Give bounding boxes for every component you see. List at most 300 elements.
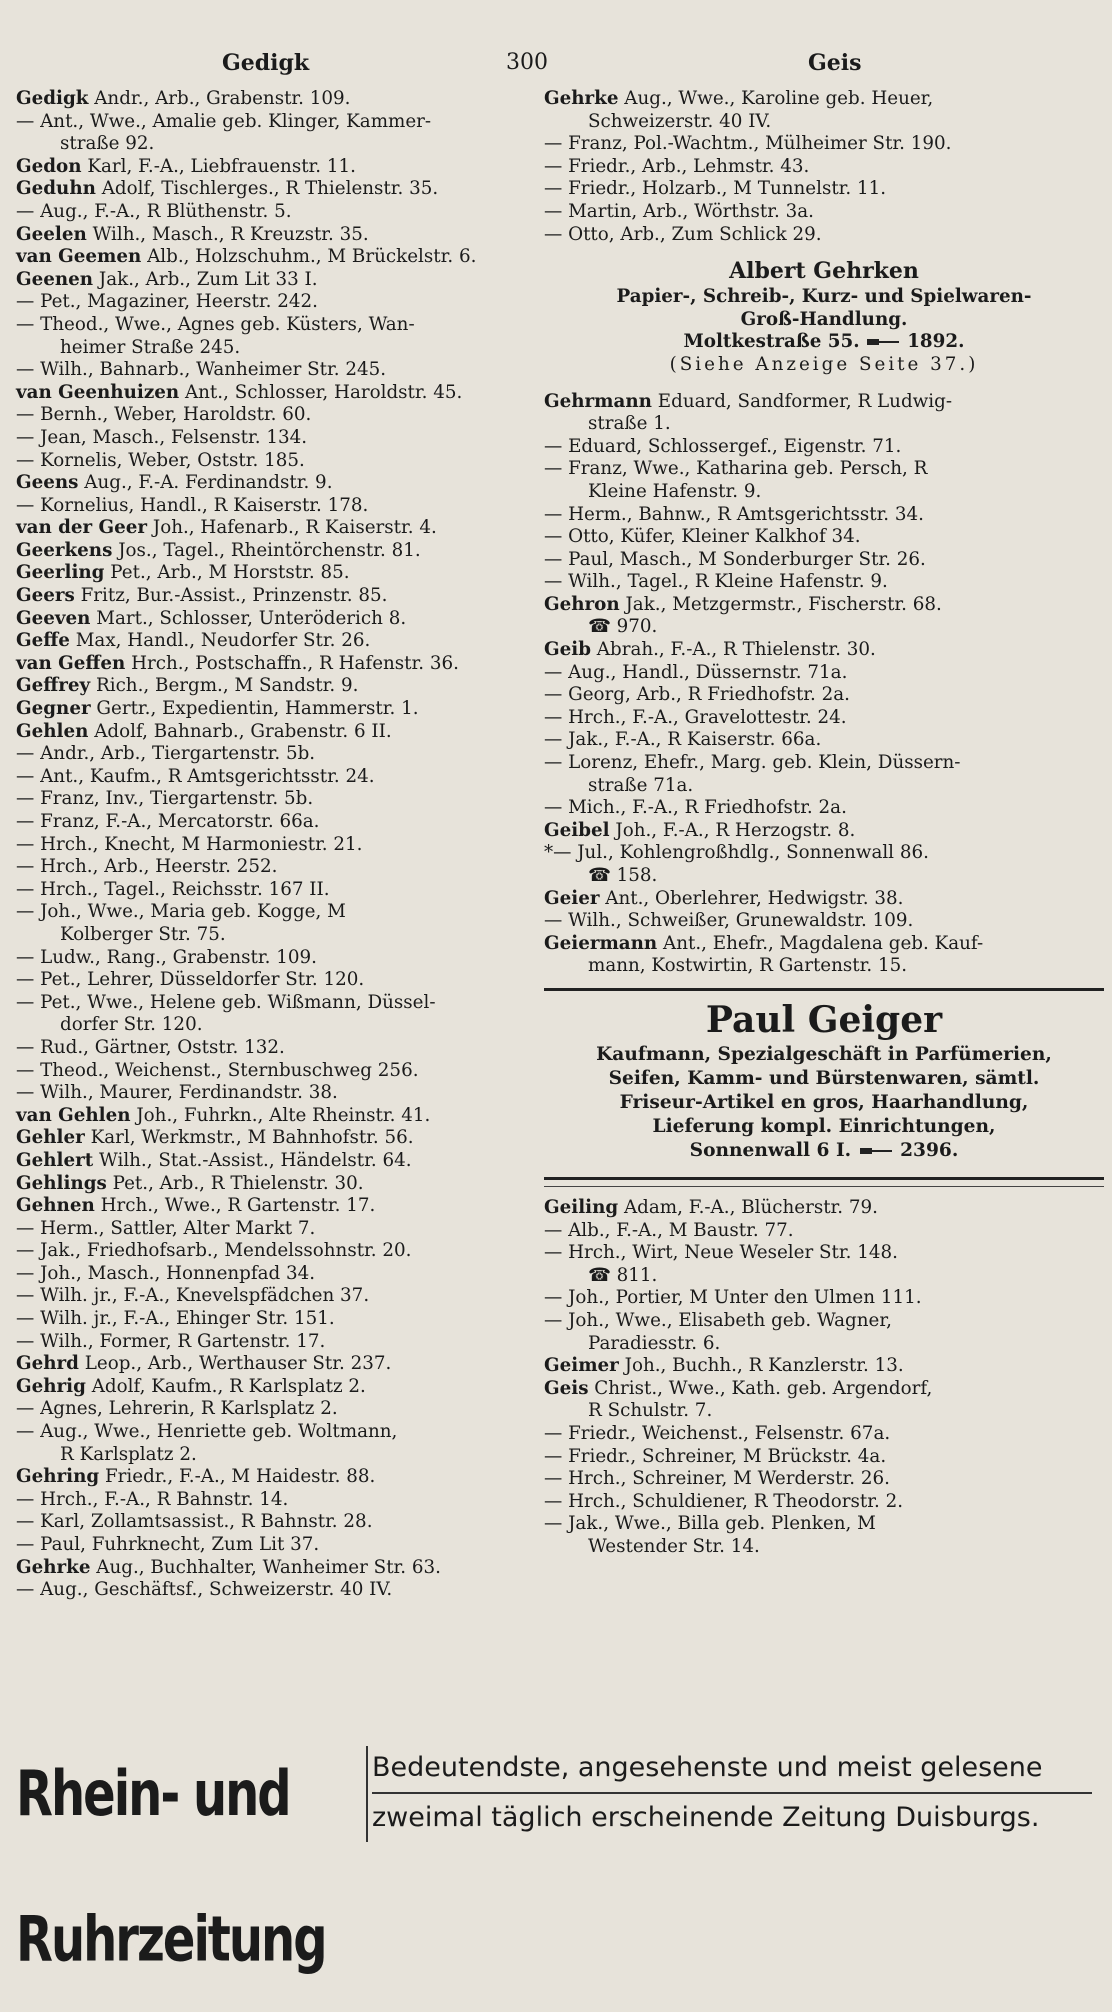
entry-text: Joh., F.-A., R Herzogstr. 8. [615, 819, 856, 841]
entry-surname: van der Geer [16, 517, 148, 539]
directory-entry [16, 517, 536, 540]
footer-ad-divider [366, 1746, 368, 1842]
entry-text: Aug., F.-A. Ferdinandstr. 9. [84, 472, 333, 494]
entry-text: heimer Straße 245. [60, 336, 241, 358]
header-left-keyword: Gedigk [222, 50, 310, 76]
entry-text: — Rud., Gärtner, Oststr. 132. [16, 1036, 285, 1058]
directory-entry [544, 797, 1104, 820]
entry-surname: Gehrig [16, 1375, 86, 1397]
directory-entry [16, 1285, 536, 1308]
entry-text: — Hrch., F.-A., R Bahnstr. 14. [16, 1488, 289, 1510]
entry-text: Joh., Fuhrkn., Alte Rheinstr. 41. [136, 1104, 431, 1126]
entry-text: — Jak., Friedhofsarb., Mendelssohnstr. 20. [16, 1240, 412, 1262]
directory-entry [544, 436, 1104, 459]
entry-text: — Wilh., Maurer, Ferdinandstr. 38. [16, 1082, 338, 1104]
directory-entry [16, 1082, 536, 1105]
entry-text: — Lorenz, Ehefr., Marg. geb. Klein, Düssern- [544, 752, 961, 774]
ad-gehrken-address: Moltkestraße 55. [683, 331, 860, 353]
entry-surname: van Geffen [16, 652, 126, 674]
directory-entry [544, 413, 1104, 436]
directory-entry [16, 1218, 536, 1241]
directory-entry [544, 775, 1104, 798]
entry-text: — Hrch., Tagel., Reichsstr. 167 II. [16, 878, 330, 900]
entry-text: — Andr., Arb., Tiergartenstr. 5b. [16, 743, 316, 765]
directory-entry [16, 947, 536, 970]
entry-text: — Wilh., Tagel., R Kleine Hafenstr. 9. [544, 571, 888, 593]
entry-surname: Geibel [544, 819, 610, 841]
entry-text: Kleine Hafenstr. 9. [588, 480, 762, 502]
directory-entry [16, 291, 536, 314]
directory-entry [16, 1105, 536, 1128]
directory-entry [16, 1263, 536, 1286]
directory-entry [544, 1197, 1104, 1220]
right-middle-entries [544, 391, 1104, 978]
entry-text: Christ., Wwe., Kath. geb. Argendorf, [594, 1377, 933, 1399]
entry-text: — Joh., Wwe., Elisabeth geb. Wagner, [544, 1309, 892, 1331]
ad-geiger-contact [544, 1139, 1104, 1163]
entry-text: — Hrch., Knecht, M Harmoniestr. 21. [16, 833, 363, 855]
entry-surname: Geers [16, 585, 75, 607]
entry-surname: Gehlen [16, 720, 89, 742]
entry-text: — Hrch., F.-A., Gravelottestr. 24. [544, 706, 847, 728]
entry-text: — Mich., F.-A., R Friedhofstr. 2a. [544, 797, 847, 819]
directory-entry [544, 955, 1104, 978]
entry-text: — Ant., Wwe., Amalie geb. Klinger, Kammer- [16, 110, 432, 132]
telephone-icon [858, 1146, 894, 1156]
ad-gehrken-note: (Siehe Anzeige Seite 37.) [669, 353, 979, 375]
ad-divider-top [544, 988, 1104, 991]
ad-geiger-name: Paul Geiger [705, 998, 943, 1041]
entry-text: Kolberger Str. 75. [60, 923, 226, 945]
entry-text: Gertr., Expedientin, Hammerstr. 1. [96, 698, 419, 720]
entry-text: — Alb., F.-A., M Baustr. 77. [544, 1219, 794, 1241]
directory-entry [16, 88, 536, 111]
entry-text: — Agnes, Lehrerin, R Karlsplatz 2. [16, 1398, 338, 1420]
entry-text: — Martin, Arb., Wörthstr. 3a. [544, 200, 814, 222]
entry-surname: Gegner [16, 698, 91, 720]
directory-entry [544, 224, 1104, 247]
directory-entry [16, 585, 536, 608]
entry-surname: Geerkens [16, 539, 113, 561]
ad-gehrken-line2: Groß-Handlung. [740, 308, 908, 330]
directory-entry [16, 901, 536, 924]
entry-surname: Gehrke [544, 88, 619, 109]
entry-text: R Schulstr. 7. [588, 1400, 713, 1422]
entry-text: — Theod., Weichenst., Sternbuschweg 256. [16, 1059, 419, 1081]
directory-entry [544, 662, 1104, 685]
entry-surname: Gehring [16, 1466, 100, 1488]
ad-geiger-line3: Friseur-Artikel en gros, Haarhandlung, [619, 1091, 1029, 1113]
directory-entry [544, 1310, 1104, 1333]
directory-entry [544, 178, 1104, 201]
entry-text: — Aug., Wwe., Henriette geb. Woltmann, [16, 1421, 398, 1443]
directory-entry [544, 88, 1104, 111]
entry-text: Eduard, Sandformer, R Ludwig- [657, 390, 953, 412]
entry-surname: Gehlert [16, 1149, 94, 1171]
directory-entry [16, 1421, 536, 1444]
entry-text: Pet., Arb., M Horststr. 85. [110, 562, 350, 584]
entry-text: Jos., Tagel., Rheintörchenstr. 81. [118, 539, 421, 561]
directory-entry [16, 653, 536, 676]
ad-divider-bottom [544, 1177, 1104, 1180]
directory-entry [16, 630, 536, 653]
entry-text: Jak., Metzgermstr., Fischerstr. 68. [625, 593, 942, 615]
directory-entry [544, 1355, 1104, 1378]
entry-text: Mart., Schlosser, Unteröderich 8. [96, 607, 407, 629]
entry-text: Karl, F.-A., Liebfrauenstr. 11. [87, 155, 356, 177]
directory-entry [544, 1491, 1104, 1514]
entry-surname: Geens [16, 472, 79, 494]
directory-entry [544, 594, 1104, 617]
ad-divider-thin [544, 1186, 1104, 1187]
ad-gehrken-line1: Papier-, Schreib-, Kurz- und Spielwaren- [616, 286, 1032, 308]
ad-gehrken [544, 256, 1104, 376]
entry-surname: Geier [544, 887, 600, 909]
directory-entry [16, 1060, 536, 1083]
directory-entry [544, 888, 1104, 911]
entry-text: Karl, Werkmstr., M Bahnhofstr. 56. [90, 1127, 414, 1149]
directory-entry [16, 269, 536, 292]
entry-text: Aug., Wwe., Karoline geb. Heuer, [624, 88, 934, 109]
entry-text: Max, Handl., Neudorfer Str. 26. [75, 630, 371, 652]
directory-entry [544, 752, 1104, 775]
entry-surname: Geis [544, 1377, 589, 1399]
directory-entry [16, 224, 536, 247]
entry-text: — Otto, Arb., Zum Schlick 29. [544, 223, 822, 245]
entry-text: *— Jul., Kohlengroßhdlg., Sonnenwall 86. [544, 842, 929, 864]
entry-surname: Geib [544, 639, 591, 661]
ad-geiger-line1: Kaufmann, Spezialgeschäft in Parfümerien, [596, 1043, 1052, 1065]
directory-entry [544, 526, 1104, 549]
entry-text: straße 1. [588, 413, 671, 435]
entry-text: — Aug., Handl., Düssernstr. 71a. [544, 661, 848, 683]
directory-entry [16, 834, 536, 857]
directory-entry [16, 856, 536, 879]
directory-entry [544, 820, 1104, 843]
directory-entry [544, 1513, 1104, 1536]
entry-surname: van Gehlen [16, 1104, 131, 1126]
directory-entry [16, 1466, 536, 1489]
directory-entry [16, 1150, 536, 1173]
directory-entry [544, 933, 1104, 956]
directory-entry [16, 111, 536, 134]
entry-text: Joh., Buchh., R Kanzlerstr. 13. [624, 1355, 904, 1377]
entry-text: Alb., Holzschuhm., M Brückelstr. 6. [147, 246, 477, 268]
entry-text: — Kornelius, Handl., R Kaiserstr. 178. [16, 494, 369, 516]
directory-entry [16, 788, 536, 811]
entry-text: — Wilh. jr., F.-A., Ehinger Str. 151. [16, 1308, 335, 1330]
entry-text: Pet., Arb., R Thielenstr. 30. [112, 1172, 364, 1194]
directory-entry [16, 450, 536, 473]
entry-text: — Friedr., Schreiner, M Brückstr. 4a. [544, 1445, 887, 1467]
entry-text: — Joh., Portier, M Unter den Ulmen 111. [544, 1287, 922, 1309]
entry-text: Adam, F.-A., Blücherstr. 79. [623, 1196, 878, 1218]
entry-text: — Jean, Masch., Felsenstr. 134. [16, 426, 308, 448]
entry-text: — Ludw., Rang., Grabenstr. 109. [16, 946, 317, 968]
left-column [16, 88, 536, 1602]
entry-text: — Pet., Wwe., Helene geb. Wißmann, Düssel- [16, 991, 436, 1013]
entry-text: Wilh., Masch., R Kreuzstr. 35. [92, 223, 369, 245]
entry-surname: Gehrd [16, 1353, 79, 1375]
directory-entry [544, 549, 1104, 572]
entry-text: — Aug., Geschäftsf., Schweizerstr. 40 IV. [16, 1579, 393, 1601]
entry-text: mann, Kostwirtin, R Gartenstr. 15. [588, 955, 908, 977]
entry-text: — Wilh., Schweißer, Grunewaldstr. 109. [544, 910, 914, 932]
entry-text: — Herm., Sattler, Alter Markt 7. [16, 1217, 316, 1239]
entry-surname: Gedon [16, 155, 82, 177]
directory-entry [16, 1037, 536, 1060]
ad-gehrken-contact [544, 331, 1104, 354]
ad-gehrken-phone: 1892. [907, 331, 965, 353]
entry-text: — Hrch., Schreiner, M Werderstr. 26. [544, 1468, 890, 1490]
directory-entry [16, 1195, 536, 1218]
entry-surname: Gedigk [16, 88, 89, 109]
directory-entry [544, 571, 1104, 594]
directory-entry [16, 1376, 536, 1399]
directory-entry [544, 684, 1104, 707]
entry-text: Abrah., F.-A., R Thielenstr. 30. [596, 639, 876, 661]
entry-text: — Georg, Arb., R Friedhofstr. 2a. [544, 684, 850, 706]
directory-entry [16, 743, 536, 766]
entry-surname: Gehron [544, 593, 620, 615]
ad-geiger-phone: 2396. [900, 1139, 959, 1161]
directory-entry [544, 1242, 1104, 1265]
entry-text: Hrch., Wwe., R Gartenstr. 17. [100, 1195, 376, 1217]
directory-entry [544, 391, 1104, 414]
entry-text: — Franz, Pol.-Wachtm., Mülheimer Str. 190. [544, 133, 952, 155]
directory-entry [16, 427, 536, 450]
entry-text: Leop., Arb., Werthauser Str. 237. [84, 1353, 392, 1375]
entry-text: — Hrch., Arb., Heerstr. 252. [16, 856, 278, 878]
entry-text: — Friedr., Arb., Lehmstr. 43. [544, 155, 810, 177]
entry-text: Adolf, Bahnarb., Grabenstr. 6 II. [94, 720, 392, 742]
directory-entry [544, 201, 1104, 224]
entry-text: — Franz, Inv., Tiergartenstr. 5b. [16, 788, 314, 810]
directory-entry [16, 1511, 536, 1534]
directory-entry [544, 1287, 1104, 1310]
entry-surname: van Geemen [16, 246, 142, 268]
directory-entry [16, 201, 536, 224]
entry-text: Westender Str. 14. [588, 1535, 760, 1557]
directory-entry [16, 1557, 536, 1580]
entry-text: ☎ 970. [588, 616, 658, 638]
directory-entry [16, 156, 536, 179]
directory-entry [544, 842, 1104, 865]
entry-text: — Paul, Masch., M Sonderburger Str. 26. [544, 548, 926, 570]
entry-surname: Gehnen [16, 1195, 95, 1217]
directory-entry [16, 246, 536, 269]
entry-text: — Ant., Kaufm., R Amtsgerichtsstr. 24. [16, 765, 375, 787]
header-right-keyword: Geis [808, 50, 862, 76]
directory-entry [16, 1240, 536, 1263]
entry-text: Aug., Buchhalter, Wanheimer Str. 63. [96, 1556, 441, 1578]
footer-ad-text [372, 1744, 1092, 1842]
directory-entry [16, 811, 536, 834]
entry-surname: van Geenhuizen [16, 381, 180, 403]
entry-text: — Karl, Zollamtsassist., R Bahnstr. 28. [16, 1511, 373, 1533]
entry-text: Fritz, Bur.-Assist., Prinzenstr. 85. [80, 585, 388, 607]
directory-entry [544, 1468, 1104, 1491]
directory-entry [544, 1220, 1104, 1243]
entry-surname: Geffe [16, 630, 70, 652]
entry-text: Ant., Ehefr., Magdalena geb. Kauf- [663, 932, 984, 954]
directory-entry [544, 1446, 1104, 1469]
entry-text: R Karlsplatz 2. [60, 1443, 197, 1465]
entry-text: Hrch., Postschaffn., R Hafenstr. 36. [131, 652, 459, 674]
footer-ad-line1: Bedeutendste, angesehenste und meist gelesene [372, 1752, 1043, 1783]
directory-entry [16, 495, 536, 518]
directory-entry [16, 562, 536, 585]
entry-text: — Wilh., Bahnarb., Wanheimer Str. 245. [16, 359, 387, 381]
right-bottom-entries [544, 1197, 1104, 1559]
entry-text: — Pet., Magaziner, Heerstr. 242. [16, 291, 318, 313]
entry-text: — Joh., Wwe., Maria geb. Kogge, M [16, 901, 346, 923]
entry-text: ☎ 158. [588, 865, 658, 886]
ad-gehrken-name: Albert Gehrken [729, 258, 919, 285]
directory-entry [16, 698, 536, 721]
directory-entry [16, 1127, 536, 1150]
entry-text: Adolf, Tischlerges., R Thielenstr. 35. [101, 178, 439, 200]
entry-text: — Jak., F.-A., R Kaiserstr. 66a. [544, 729, 822, 751]
telephone-icon [865, 337, 901, 347]
entry-text: Rich., Bergm., M Sandstr. 9. [95, 675, 359, 697]
directory-entry [16, 992, 536, 1015]
entry-surname: Geelen [16, 223, 87, 245]
directory-entry [16, 1489, 536, 1512]
entry-text: Adolf, Kaufm., R Karlsplatz 2. [91, 1375, 366, 1397]
directory-entry [544, 865, 1104, 888]
entry-text: — Wilh. jr., F.-A., Knevelspfädchen 37. [16, 1285, 370, 1307]
directory-entry [16, 969, 536, 992]
entry-text: — Bernh., Weber, Haroldstr. 60. [16, 404, 312, 426]
entry-surname: Gehrmann [544, 390, 652, 412]
entry-text: — Wilh., Former, R Gartenstr. 17. [16, 1330, 326, 1352]
directory-entry [544, 458, 1104, 481]
entry-text: — Aug., F.-A., R Blüthenstr. 5. [16, 200, 292, 222]
directory-entry [16, 314, 536, 337]
directory-entry [544, 1333, 1104, 1356]
entry-surname: Geffrey [16, 675, 91, 697]
entry-text: straße 71a. [588, 774, 694, 796]
directory-entry [16, 1579, 536, 1602]
directory-entry [16, 359, 536, 382]
entry-text: — Paul, Fuhrknecht, Zum Lit 37. [16, 1534, 320, 1555]
directory-entry [544, 639, 1104, 662]
directory-entry [544, 133, 1104, 156]
directory-entry [16, 133, 536, 156]
directory-entry [544, 1423, 1104, 1446]
entry-text: — Franz, Wwe., Katharina geb. Persch, R [544, 458, 928, 480]
directory-entry [544, 1400, 1104, 1423]
entry-surname: Geiling [544, 1196, 619, 1218]
ad-geiger-address: Sonnenwall 6 I. [689, 1139, 852, 1161]
entry-text: — Herm., Bahnw., R Amtsgerichtsstr. 34. [544, 503, 924, 525]
directory-entry [544, 504, 1104, 527]
entry-text: — Eduard, Schlossergef., Eigenstr. 71. [544, 435, 902, 457]
directory-entry [16, 608, 536, 631]
directory-entry [16, 337, 536, 360]
entry-text: Jak., Arb., Zum Lit 33 I. [98, 268, 318, 290]
entry-surname: Geenen [16, 268, 94, 290]
right-top-entries [544, 88, 1104, 246]
entry-text: dorfer Str. 120. [60, 1014, 203, 1036]
entry-text: — Friedr., Weichenst., Felsenstr. 67a. [544, 1422, 891, 1444]
directory-entry [16, 1331, 536, 1354]
directory-entry [544, 616, 1104, 639]
directory-entry [16, 382, 536, 405]
entry-text: — Friedr., Holzarb., M Tunnelstr. 11. [544, 178, 887, 200]
entry-surname: Geimer [544, 1355, 619, 1377]
directory-entry [544, 707, 1104, 730]
directory-entry [544, 1378, 1104, 1401]
page-number: 300 [506, 50, 548, 75]
entry-surname: Gehrke [16, 1556, 91, 1578]
directory-entry [16, 404, 536, 427]
entry-text: — Hrch., Schuldiener, R Theodorstr. 2. [544, 1490, 904, 1512]
entry-text: Andr., Arb., Grabenstr. 109. [94, 88, 351, 109]
directory-entry [16, 1353, 536, 1376]
directory-entry [16, 1398, 536, 1421]
footer-ad-title: Rhein- und Ruhrzeitung [16, 1757, 326, 1976]
directory-entry [16, 540, 536, 563]
entry-text: Schweizerstr. 40 IV. [588, 110, 772, 132]
entry-text: — Kornelis, Weber, Oststr. 185. [16, 449, 305, 471]
directory-entry [544, 111, 1104, 134]
entry-text: Friedr., F.-A., M Haidestr. 88. [105, 1466, 376, 1488]
directory-entry [16, 1534, 536, 1557]
ad-geiger-line2: Seifen, Kamm- und Bürstenwaren, sämtl. [608, 1067, 1040, 1089]
entry-text: — Pet., Lehrer, Düsseldorfer Str. 120. [16, 969, 365, 991]
right-column [544, 88, 1104, 1558]
directory-entry [16, 1444, 536, 1467]
directory-entry [544, 1265, 1104, 1288]
directory-entry [16, 472, 536, 495]
footer-advertisement [16, 1738, 1096, 1976]
entry-text: Paradiesstr. 6. [588, 1332, 721, 1354]
directory-entry [16, 721, 536, 744]
entry-text: ☎ 811. [588, 1264, 658, 1286]
directory-entry [544, 910, 1104, 933]
entry-surname: Geduhn [16, 178, 96, 200]
directory-entry [544, 729, 1104, 752]
entry-text: Wilh., Stat.-Assist., Händelstr. 64. [99, 1149, 412, 1171]
entry-surname: Geeven [16, 607, 91, 629]
directory-entry [16, 1173, 536, 1196]
entry-text: — Joh., Masch., Honnenpfad 34. [16, 1262, 316, 1284]
entry-text: Ant., Oberlehrer, Hedwigstr. 38. [605, 887, 904, 909]
footer-ad-line2: zweimal täglich erscheinende Zeitung Duisburgs. [372, 1792, 1092, 1842]
directory-entry [16, 879, 536, 902]
directory-entry [16, 1014, 536, 1037]
directory-entry [16, 675, 536, 698]
entry-text: — Hrch., Wirt, Neue Weseler Str. 148. [544, 1242, 898, 1264]
ad-geiger [544, 997, 1104, 1163]
entry-text: — Otto, Küfer, Kleiner Kalkhof 34. [544, 526, 861, 548]
entry-surname: Gehlings [16, 1172, 107, 1194]
directory-entry [544, 1536, 1104, 1559]
entry-text: — Theod., Wwe., Agnes geb. Küsters, Wan- [16, 313, 415, 335]
entry-text: Joh., Hafenarb., R Kaiserstr. 4. [152, 517, 437, 539]
entry-surname: Gehler [16, 1127, 85, 1149]
directory-entry [544, 481, 1104, 504]
directory-entry [544, 156, 1104, 179]
directory-entry [16, 924, 536, 947]
directory-entry [16, 178, 536, 201]
entry-text: Ant., Schlosser, Haroldstr. 45. [184, 381, 463, 403]
directory-entry [16, 1308, 536, 1331]
page-header [0, 50, 1112, 90]
ad-geiger-line4: Lieferung kompl. Einrichtungen, [652, 1115, 996, 1137]
